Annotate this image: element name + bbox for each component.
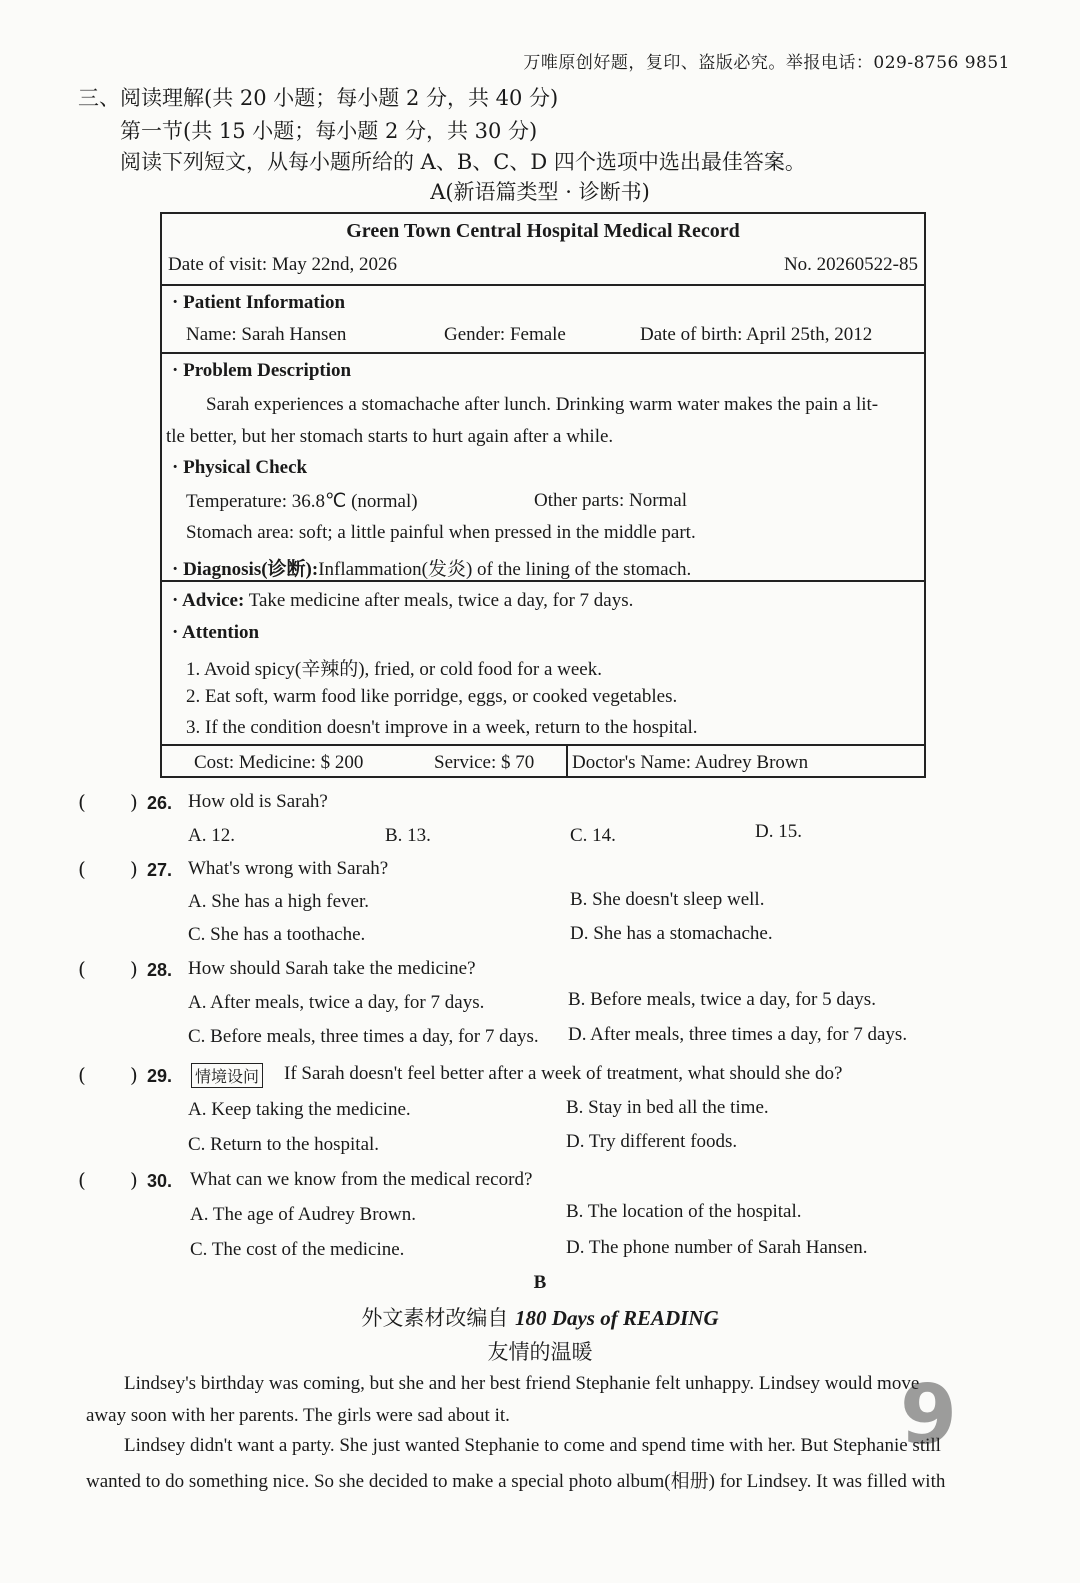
record-number: No. 20260522-85 [783,254,918,275]
option-28-b: B. Before meals, twice a day, for 5 days. [568,989,876,1010]
table-divider [162,580,924,582]
physical-check-heading: · Physical Check [172,457,308,478]
question-number-27: 27. [147,860,173,880]
option-26-d: D. 15. [755,821,802,842]
temperature: Temperature: 36.8℃ (normal) [186,491,418,512]
passage-a-title: A(新语篇类型 · 诊断书) [430,180,650,204]
option-27-d: D. She has a stomachache. [570,923,773,944]
problem-heading: · Problem Description [172,360,352,381]
option-27-b: B. She doesn't sleep well. [570,889,765,910]
answer-paren-open: ( [78,1063,86,1087]
option-28-a: A. After meals, twice a day, for 7 days. [188,992,485,1013]
option-26-c: C. 14. [570,825,616,846]
attention-item-2: 2. Eat soft, warm food like porridge, eggs, or cooked vegetables. [186,686,678,707]
advice-label: · Advice: [172,590,245,611]
section-subtitle: 第一节(共 15 小题；每小题 2 分，共 30 分) [120,119,538,143]
passage-b-letter: B [533,1272,547,1293]
attention-item-1: 1. Avoid spicy(辛辣的), fried, or cold food for a week. [186,659,602,680]
answer-paren-open: ( [78,957,86,981]
question-stem-27: What's wrong with Sarah? [188,858,389,879]
passage-line-1: Lindsey's birthday was coming, but she and her best friend Stephanie felt unhappy. Lindsey would move [124,1373,920,1394]
option-30-d: D. The phone number of Sarah Hansen. [566,1237,868,1258]
passage-b-source [0,1302,1080,1332]
stomach-area: Stomach area: soft; a little painful when pressed in the middle part. [186,522,696,543]
option-29-a: A. Keep taking the medicine. [188,1099,411,1120]
option-27-c: C. She has a toothache. [188,924,366,945]
table-divider [162,352,924,354]
option-28-d: D. After meals, three times a day, for 7 days. [568,1024,908,1045]
option-30-c: C. The cost of the medicine. [190,1239,405,1260]
question-number-29: 29. [147,1066,173,1086]
patient-gender: Gender: Female [444,324,566,345]
attention-heading: · Attention [172,622,260,643]
option-28-c: C. Before meals, three times a day, for 7 days. [188,1026,539,1047]
section-title: 三、阅读理解(共 20 小题；每小题 2 分，共 40 分) [78,86,559,110]
question-stem-29: If Sarah doesn't feel better after a week of treatment, what should she do? [284,1063,843,1084]
question-stem-30: What can we know from the medical record? [190,1169,533,1190]
question-number-30: 30. [147,1171,173,1191]
question-number-26: 26. [147,793,173,813]
option-26-a: A. 12. [188,825,235,846]
option-26-b: B. 13. [385,825,431,846]
answer-paren-close: ) [130,1063,138,1087]
question-stem-26: How old is Sarah? [188,791,328,812]
other-parts: Other parts: Normal [534,490,688,511]
copyright-notice: 万唯原创好题，复印、盗版必究。举报电话：029-8756 9851 [523,53,1010,73]
answer-paren-close: ) [130,957,138,981]
question-stem-28: How should Sarah take the medicine? [188,958,476,979]
table-divider [162,744,924,746]
option-29-b: B. Stay in bed all the time. [566,1097,769,1118]
answer-paren-open: ( [78,1168,86,1192]
answer-paren-close: ) [130,1168,138,1192]
answer-paren-open: ( [78,790,86,814]
medical-record-table [160,212,926,778]
passage-line-2: away soon with her parents. The girls were sad about it. [86,1405,510,1426]
answer-paren-open: ( [78,857,86,881]
cost-medicine: Cost: Medicine: $ 200 [194,752,364,773]
patient-name: Name: Sarah Hansen [186,324,347,345]
option-30-a: A. The age of Audrey Brown. [190,1204,417,1225]
problem-line-2: tle better, but her stomach starts to hurt again after a while. [166,426,614,447]
patient-info-heading: · Patient Information [172,292,346,313]
option-30-b: B. The location of the hospital. [566,1201,802,1222]
passage-line-4: wanted to do something nice. So she decided to make a special photo album(相册) for Lindsey. It was filled with [86,1471,946,1492]
cost-service: Service: $ 70 [434,752,535,773]
advice-text: Take medicine after meals, twice a day, for 7 days. [244,590,634,611]
passage-b-source-prefix: 外文素材改编自 [361,1306,509,1330]
passage-line-3: Lindsey didn't want a party. She just wanted Stephanie to come and spend time with her. But Stephanie still [124,1435,941,1456]
diagnosis-label: · Diagnosis(诊断): [172,559,319,580]
table-divider [162,284,924,286]
record-date: Date of visit: May 22nd, 2026 [168,254,398,275]
question-number-28: 28. [147,960,173,980]
record-title: Green Town Central Hospital Medical Record [346,220,740,242]
attention-item-3: 3. If the condition doesn't improve in a week, return to the hospital. [186,717,698,738]
advice [172,590,633,612]
answer-paren-close: ) [130,790,138,814]
option-29-d: D. Try different foods. [566,1131,738,1152]
diagnosis-text: Inflammation(发炎) of the lining of the stomach. [318,559,692,580]
option-29-c: C. Return to the hospital. [188,1134,380,1155]
patient-dob: Date of birth: April 25th, 2012 [640,324,873,345]
passage-b-subtitle: 友情的温暖 [487,1340,593,1364]
instruction-text: 阅读下列短文，从每小题所给的 A、B、C、D 四个选项中选出最佳答案。 [120,150,806,174]
answer-paren-close: ) [130,857,138,881]
problem-line-1: Sarah experiences a stomachache after lunch. Drinking warm water makes the pain a lit- [206,394,879,415]
table-column-divider [566,744,568,776]
diagnosis [172,554,691,581]
option-27-a: A. She has a high fever. [188,891,369,912]
question-tag-29: 情境设问 [191,1063,263,1088]
page-number: 9 [900,1368,958,1463]
doctor-name: Doctor's Name: Audrey Brown [572,752,809,773]
passage-b-source-title: 180 Days of READING [515,1306,719,1330]
